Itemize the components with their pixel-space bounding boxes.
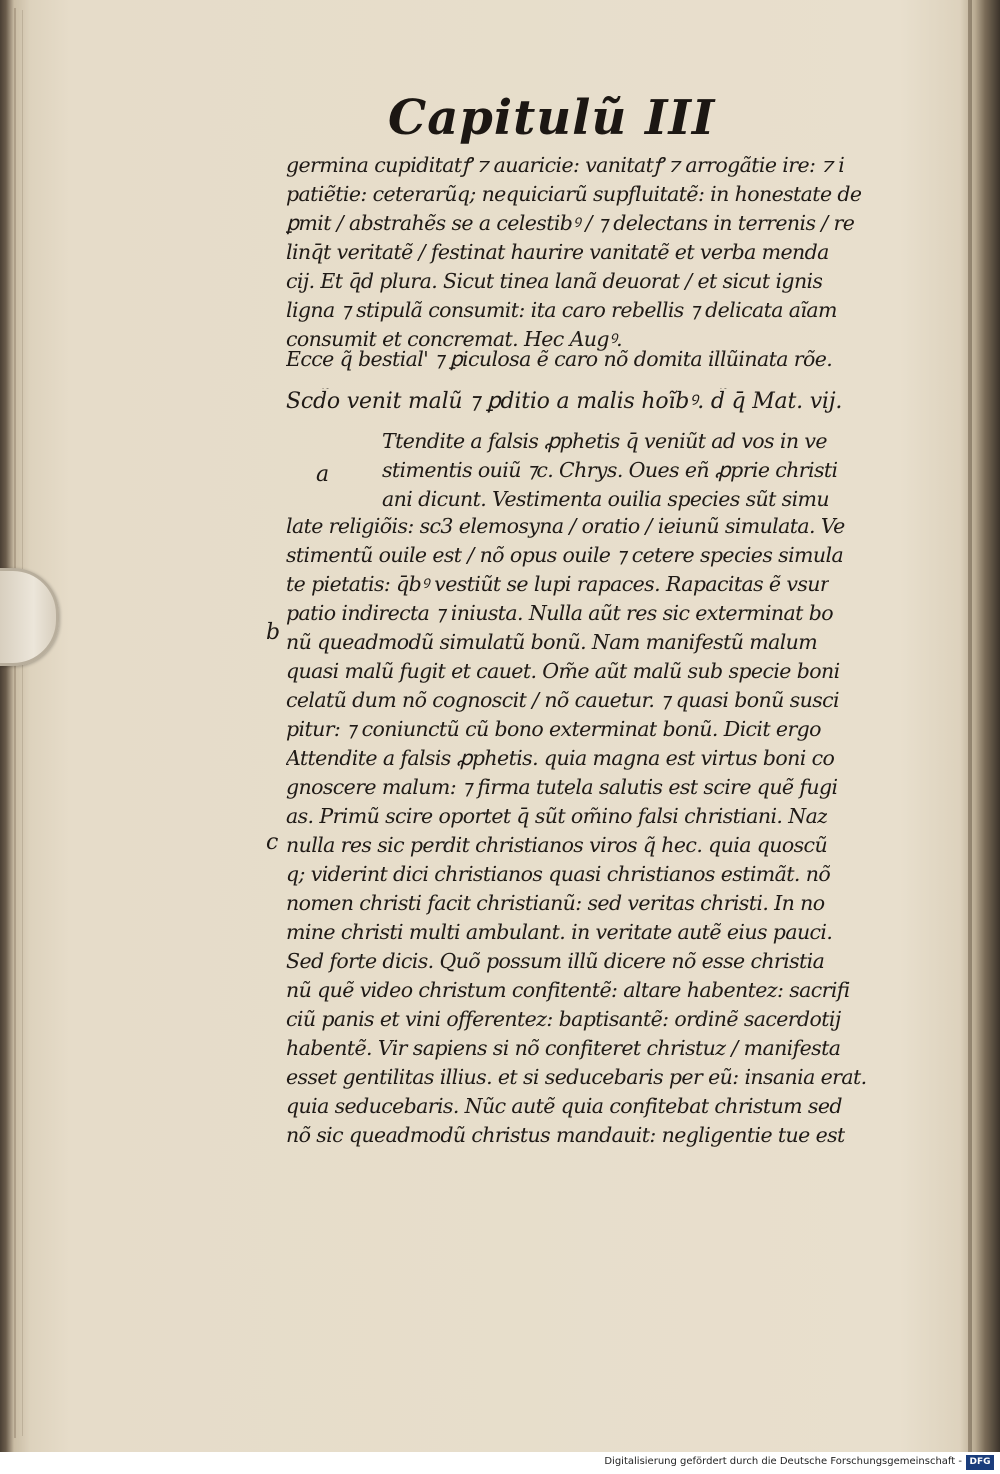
text-line: nulla res sic perdit christianos viros q̃ hec. quia quoscũ: [286, 833, 828, 857]
margin-letter-a: a: [316, 462, 330, 487]
text-line: patio indirecta ⁊ iniusta. Nulla aũt res sic exterminat bo: [286, 601, 833, 625]
text-line: te pietatis: q̄bꝰ vestiũt se lupi rapaces. Rapacitas ẽ vsur: [286, 572, 830, 596]
text-line: as. Primũ scire oportet q̄ sũt om̃ino falsi christiani. Naz: [286, 804, 828, 828]
stacked-page-edge: [14, 8, 16, 1438]
text-line: patiẽtie: ceterarũq; nequiciarũ supfluitatẽ: in honestate de: [286, 182, 862, 206]
text-line: ciũ panis et vini offerentez: baptisantẽ: ordinẽ sacerdotij: [286, 1007, 841, 1031]
text-line: mine christi multi ambulant. in veritate autẽ eius pauci.: [286, 920, 833, 944]
text-line: ani dicunt. Vestimenta ouilia species sũt simu: [382, 487, 829, 511]
text-line: habentẽ. Vir sapiens si nõ confiteret christuz / manifesta: [286, 1036, 841, 1060]
stacked-page-edge: [22, 10, 23, 1436]
text-line: quia seducebaris. Nũc autẽ quia confitebat christum sed: [286, 1094, 842, 1118]
dropcap-space: [290, 428, 370, 490]
text-line: nũ queadmodũ simulatũ bonũ. Nam manifestũ malum: [286, 630, 818, 654]
margin-letter-c: c: [266, 830, 279, 855]
funding-notice: Digitalisierung gefördert durch die Deutsche Forschungsgemeinschaft -: [604, 1456, 962, 1467]
text-line: nomen christi facit christianũ: sed veritas christi. In no: [286, 891, 825, 915]
text-line: pitur: ⁊ coniunctũ cũ bono exterminat bonũ. Dicit ergo: [286, 717, 821, 741]
text-line: celatũ dum nõ cognoscit / nõ cauetur. ⁊ quasi bonũ susci: [286, 688, 839, 712]
text-line: Sed forte dicis. Quõ possum illũ dicere nõ esse christia: [286, 949, 825, 973]
dfg-logo: DFG: [966, 1455, 994, 1470]
text-line: stimentũ ouile est / nõ opus ouile ⁊ cetere species simula: [286, 543, 844, 567]
text-line: esset gentilitas illius. et si seducebaris per eũ: insania erat.: [286, 1065, 867, 1089]
text-line: Attendite a falsis ꝓphetis. quia magna est virtus boni co: [286, 746, 835, 770]
text-line: Ttendite a falsis ꝓphetis q̄ veniũt ad vos in ve: [382, 429, 827, 453]
book-clasp: [0, 568, 59, 666]
text-line: q; viderint dici christianos quasi christianos estimãt. nõ: [286, 862, 831, 886]
margin-letter-b: b: [266, 620, 281, 645]
text-line: nõ sic queadmodũ christus mandauit: negligentie tue est: [286, 1123, 845, 1147]
text-line: ꝑmit / abstrahẽs se a celestibꝰ / ⁊ delectans in terrenis / re: [286, 211, 855, 235]
text-line: Ecce q̃ bestial' ⁊ ꝑiculosa ẽ caro nõ domita illũinata rõe.: [286, 347, 833, 371]
chapter-heading: Capitulũ III: [388, 90, 716, 146]
text-line: ligna ⁊ stipulã consumit: ita caro rebellis ⁊ delicata aĩam: [286, 298, 837, 322]
book-gutter: [968, 0, 972, 1452]
text-line: gnoscere malum: ⁊ firma tutela salutis est scire quẽ fugi: [286, 775, 838, 799]
digitization-footer: [0, 1452, 1000, 1474]
text-line: stimentis ouiũ ⁊c. Chrys. Oues eñ ꝓprie christi: [382, 458, 838, 482]
text-line: nũ quẽ video christum confitentẽ: altare habentez: sacrifi: [286, 978, 850, 1002]
section-line: Scd̃o venit malũ ⁊ ꝑditio a malis hoĩbꝰ. d̃ q̄ Mat. vij.: [286, 389, 843, 414]
text-line: linq̄t veritatẽ / festinat haurire vanitatẽ et verba menda: [286, 240, 829, 264]
text-line: quasi malũ fugit et cauet. Om̃e aũt malũ sub specie boni: [286, 659, 840, 683]
text-line: consumit et concremat. Hec Augꝰ.: [286, 327, 623, 351]
text-line: germina cupiditatꝭ ⁊ auaricie: vanitatꝭ ⁊ arrogãtie ire: ⁊ i: [286, 153, 845, 177]
text-line: late religiõis: sc3 elemosyna / oratio / ieiunũ simulata. Ve: [286, 514, 845, 538]
text-line: cij. Et q̄d plura. Sicut tinea lanã deuorat / et sicut ignis: [286, 269, 823, 293]
